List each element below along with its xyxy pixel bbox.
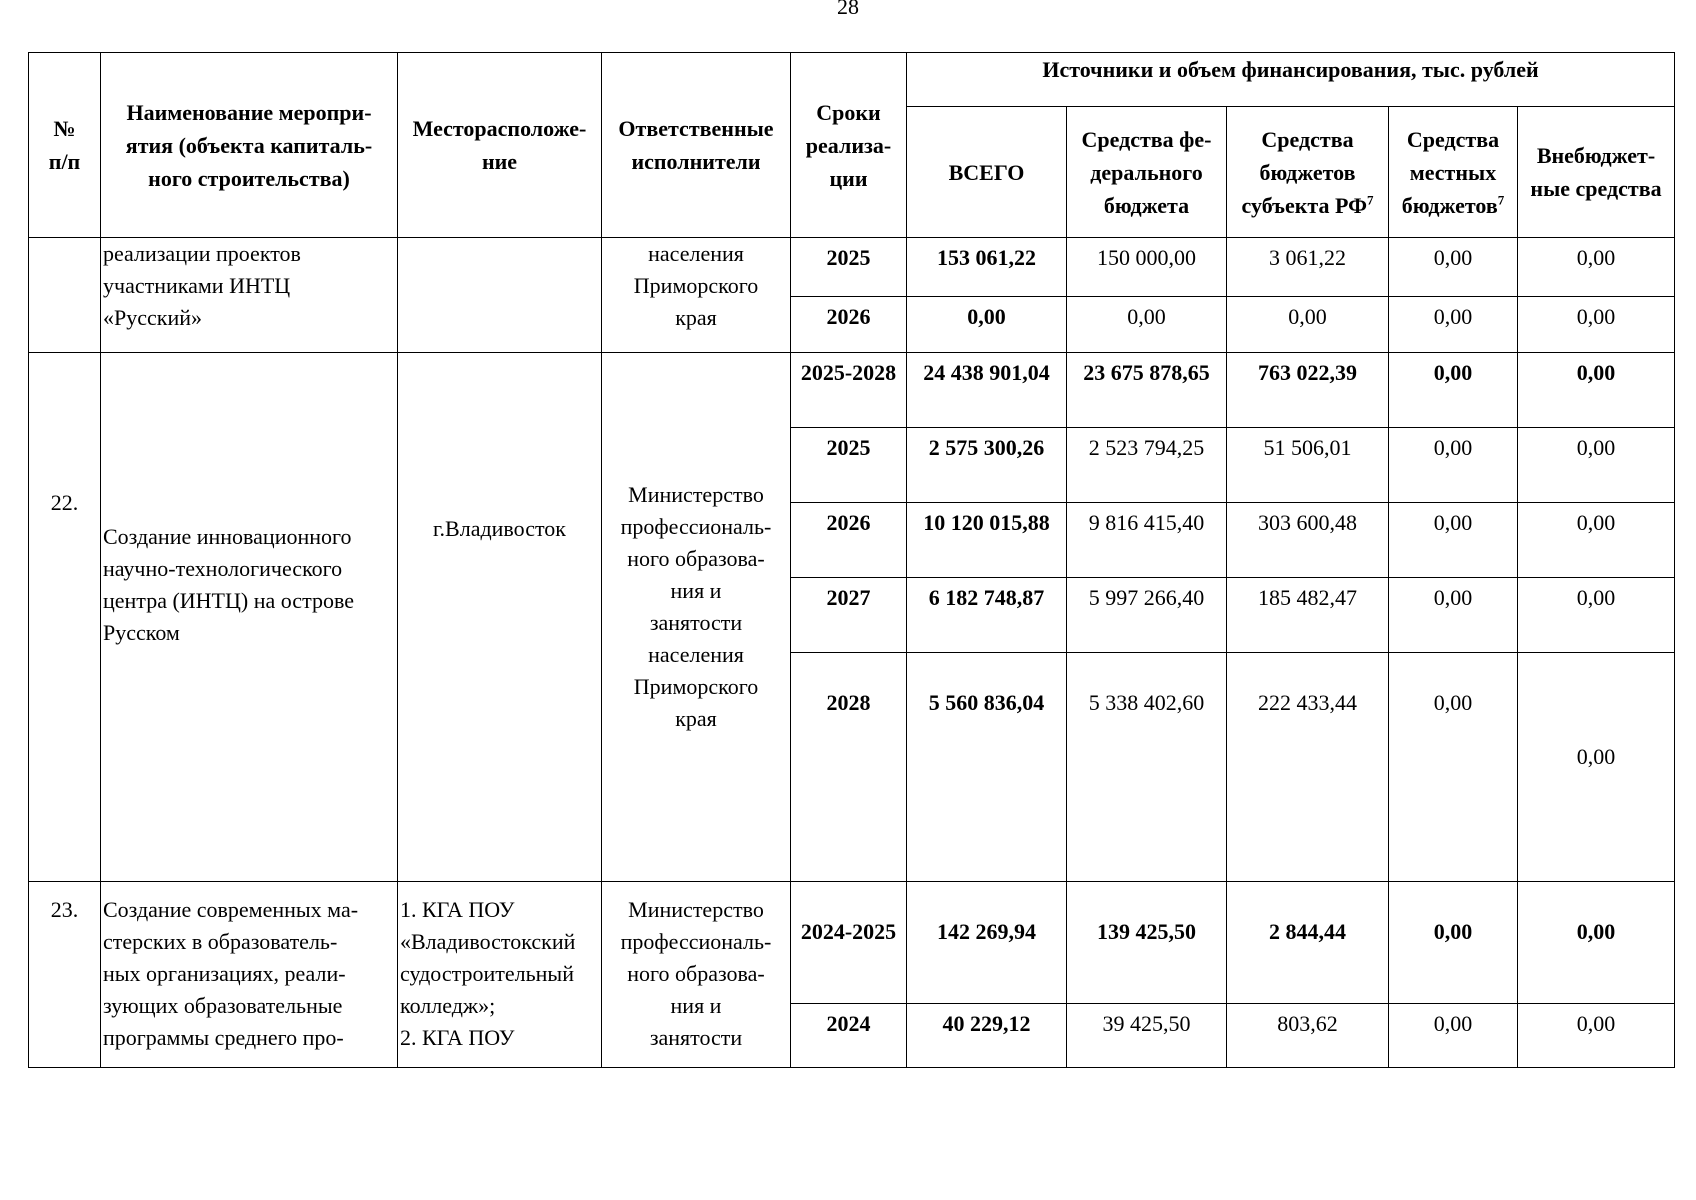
header-regional bbox=[1227, 107, 1389, 238]
regional-cell: 222 433,44 bbox=[1227, 653, 1389, 882]
header-regional-footnote: 7 bbox=[1366, 192, 1374, 208]
year-cell: 2025 bbox=[791, 428, 907, 503]
header-local bbox=[1389, 107, 1518, 238]
local-cell: 0,00 bbox=[1389, 578, 1518, 653]
header-row-1 bbox=[29, 53, 1675, 107]
header-name: Наименование меропри- ятия (объекта капиталь- ного строительства) bbox=[101, 53, 398, 238]
federal-cell: 150 000,00 bbox=[1067, 238, 1227, 297]
header-num: № п/п bbox=[29, 53, 101, 238]
cont-executor: населения Приморского края bbox=[602, 238, 791, 353]
federal-cell: 0,00 bbox=[1067, 297, 1227, 353]
extra-cell: 0,00 bbox=[1518, 578, 1675, 653]
local-cell: 0,00 bbox=[1389, 297, 1518, 353]
table-row bbox=[29, 238, 1675, 297]
local-cell: 0,00 bbox=[1389, 1004, 1518, 1068]
year-cell: 2025 bbox=[791, 238, 907, 297]
year-cell: 2025-2028 bbox=[791, 353, 907, 428]
page-number: 28 bbox=[837, 0, 859, 19]
regional-cell: 763 022,39 bbox=[1227, 353, 1389, 428]
local-cell: 0,00 bbox=[1389, 238, 1518, 297]
year-cell: 2024-2025 bbox=[791, 882, 907, 1004]
total-cell: 10 120 015,88 bbox=[907, 503, 1067, 578]
extra-cell: 0,00 bbox=[1518, 297, 1675, 353]
federal-cell: 39 425,50 bbox=[1067, 1004, 1227, 1068]
extra-cell: 0,00 bbox=[1518, 1004, 1675, 1068]
extra-cell: 0,00 bbox=[1518, 653, 1675, 882]
regional-cell: 185 482,47 bbox=[1227, 578, 1389, 653]
cont-num-cell bbox=[29, 238, 101, 353]
header-regional-text: Средства бюджетов субъекта РФ bbox=[1241, 126, 1367, 218]
regional-cell: 803,62 bbox=[1227, 1004, 1389, 1068]
regional-cell: 3 061,22 bbox=[1227, 238, 1389, 297]
item23-name: Создание современных ма- стерских в образователь- ных организациях, реали- зующих образовательные программы среднего про- bbox=[101, 882, 398, 1068]
extra-cell: 0,00 bbox=[1518, 238, 1675, 297]
item22-location: г.Владивосток bbox=[398, 353, 602, 882]
header-local-text: Средства местных бюджетов bbox=[1401, 126, 1500, 218]
item22-name: Создание инновационного научно-технологического центра (ИНТЦ) на острове Русском bbox=[101, 353, 398, 882]
year-cell: 2027 bbox=[791, 578, 907, 653]
total-cell: 153 061,22 bbox=[907, 238, 1067, 297]
header-federal: Средства фе- дерального бюджета bbox=[1067, 107, 1227, 238]
year-cell: 2026 bbox=[791, 503, 907, 578]
extra-cell: 0,00 bbox=[1518, 882, 1675, 1004]
total-cell: 142 269,94 bbox=[907, 882, 1067, 1004]
extra-cell: 0,00 bbox=[1518, 503, 1675, 578]
regional-cell: 2 844,44 bbox=[1227, 882, 1389, 1004]
total-cell: 24 438 901,04 bbox=[907, 353, 1067, 428]
cont-location-cell bbox=[398, 238, 602, 353]
item23-num: 23. bbox=[29, 882, 101, 1068]
regional-cell: 51 506,01 bbox=[1227, 428, 1389, 503]
item22-num: 22. bbox=[29, 353, 101, 882]
federal-cell: 139 425,50 bbox=[1067, 882, 1227, 1004]
federal-cell: 5 997 266,40 bbox=[1067, 578, 1227, 653]
header-funding-group: Источники и объем финансирования, тыс. рублей bbox=[907, 53, 1675, 107]
regional-cell: 303 600,48 bbox=[1227, 503, 1389, 578]
cont-name: реализации проектов участниками ИНТЦ «Русский» bbox=[101, 238, 398, 353]
local-cell: 0,00 bbox=[1389, 653, 1518, 882]
local-cell: 0,00 bbox=[1389, 882, 1518, 1004]
header-total: ВСЕГО bbox=[907, 107, 1067, 238]
header-extra: Внебюджет- ные средства bbox=[1518, 107, 1675, 238]
federal-cell: 2 523 794,25 bbox=[1067, 428, 1227, 503]
total-cell: 5 560 836,04 bbox=[907, 653, 1067, 882]
year-cell: 2028 bbox=[791, 653, 907, 882]
year-cell: 2024 bbox=[791, 1004, 907, 1068]
table-row bbox=[29, 882, 1675, 1004]
local-cell: 0,00 bbox=[1389, 353, 1518, 428]
local-cell: 0,00 bbox=[1389, 503, 1518, 578]
total-cell: 0,00 bbox=[907, 297, 1067, 353]
item23-location: 1. КГА ПОУ «Владивостокский судостроительный колледж»; 2. КГА ПОУ bbox=[398, 882, 602, 1068]
local-cell: 0,00 bbox=[1389, 428, 1518, 503]
extra-cell: 0,00 bbox=[1518, 428, 1675, 503]
header-local-footnote: 7 bbox=[1497, 192, 1505, 208]
item22-executor: Министерство профессиональ- ного образова- ния и занятости населения Приморского края bbox=[602, 353, 791, 882]
header-executors: Ответственные исполнители bbox=[602, 53, 791, 238]
year-cell: 2026 bbox=[791, 297, 907, 353]
federal-cell: 9 816 415,40 bbox=[1067, 503, 1227, 578]
federal-cell: 5 338 402,60 bbox=[1067, 653, 1227, 882]
total-cell: 40 229,12 bbox=[907, 1004, 1067, 1068]
header-terms: Сроки реализа- ции bbox=[791, 53, 907, 238]
extra-cell: 0,00 bbox=[1518, 353, 1675, 428]
table-row bbox=[29, 353, 1675, 428]
item23-executor: Министерство профессиональ- ного образова- ния и занятости bbox=[602, 882, 791, 1068]
header-location: Месторасположе- ние bbox=[398, 53, 602, 238]
federal-cell: 23 675 878,65 bbox=[1067, 353, 1227, 428]
funding-table bbox=[28, 52, 1675, 1068]
total-cell: 6 182 748,87 bbox=[907, 578, 1067, 653]
total-cell: 2 575 300,26 bbox=[907, 428, 1067, 503]
regional-cell: 0,00 bbox=[1227, 297, 1389, 353]
